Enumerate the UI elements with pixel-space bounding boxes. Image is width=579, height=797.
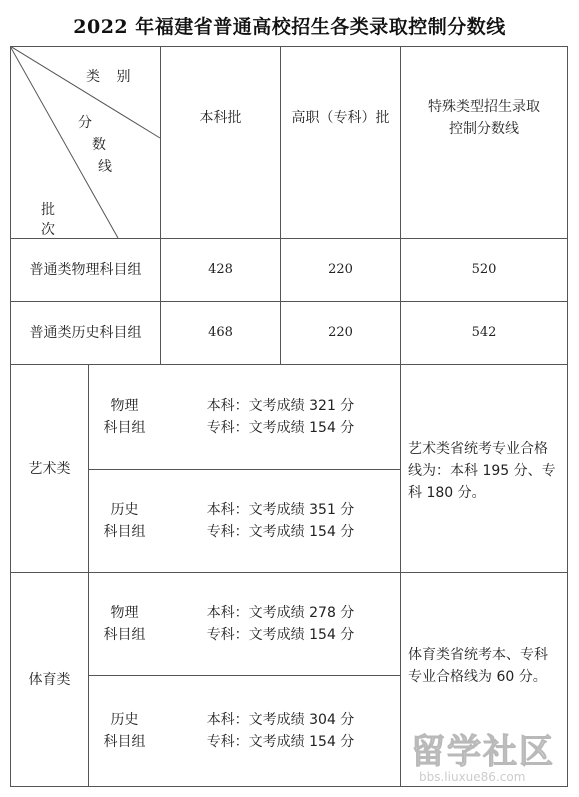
col-header-special-line-1: 特殊类型招生录取 (428, 98, 540, 115)
sports-history-label-line-2: 科目组 (103, 734, 146, 750)
sports-physics-scores (161, 573, 400, 675)
row-label-history: 普通类历史科目组 (29, 325, 142, 341)
art-history-label-line-1: 历史 (110, 502, 139, 518)
art-qualification-note: 艺术类省统考专业合格线为：本科 195 分、专科 180 分。 (408, 441, 556, 501)
col-header-vocational: 高职（专科）批 (291, 109, 390, 126)
watermark-brand: 留学社区 (411, 732, 555, 772)
physics-special-score: 520 (471, 262, 497, 277)
sports-physics-label-line-1: 物理 (110, 605, 139, 621)
row-label-physics: 普通类物理科目组 (29, 262, 142, 278)
art-physics-undergrad-line: 本科：文考成绩 321 分 (206, 398, 355, 414)
art-history-vocational-line: 专科：文考成绩 154 分 (206, 524, 355, 540)
diag-score-label-1: 分 (78, 115, 98, 131)
sports-physics-label-line-2: 科目组 (103, 627, 146, 643)
physics-vocational-score: 220 (328, 262, 353, 277)
art-category-label: 艺术类 (28, 460, 71, 477)
art-history-scores (161, 470, 400, 572)
col-header-special (401, 47, 567, 238)
diag-score-label-2: 数 (92, 137, 112, 153)
page-title: 2022 年福建省普通高校招生各类录取控制分数线 (73, 16, 506, 38)
art-physics-vocational-line: 专科：文考成绩 154 分 (206, 420, 355, 436)
sports-history-label-line-1: 历史 (110, 712, 139, 728)
history-undergrad-score: 468 (208, 325, 233, 340)
art-history-label-line-2: 科目组 (103, 524, 146, 540)
art-physics-label-line-2: 科目组 (103, 420, 146, 436)
watermark-url: bbs.liuxue86.com (419, 770, 526, 784)
col-header-undergrad: 本科批 (199, 109, 242, 126)
sports-qualification-note: 体育类省统考本、专科专业合格线为 60 分。 (408, 647, 548, 685)
art-physics-label-line-1: 物理 (110, 398, 139, 414)
sports-physics-vocational-line: 专科：文考成绩 154 分 (206, 627, 355, 643)
sports-history-vocational-line: 专科：文考成绩 154 分 (206, 734, 355, 750)
table-border-right (567, 46, 568, 787)
diag-batch-label-2: 次 (41, 222, 61, 238)
history-special-score: 542 (471, 325, 497, 340)
diag-score-label-3: 线 (98, 159, 118, 175)
diag-category-label: 类 别 (86, 69, 137, 85)
sports-history-scores (161, 676, 400, 786)
art-physics-label (89, 365, 160, 469)
art-physics-scores (161, 365, 400, 469)
col-header-special-line-2: 控制分数线 (449, 120, 519, 137)
sports-category-label: 体育类 (28, 671, 71, 688)
sports-history-undergrad-line: 本科：文考成绩 304 分 (206, 712, 355, 728)
sports-physics-undergrad-line: 本科：文考成绩 278 分 (206, 605, 355, 621)
art-history-undergrad-line: 本科：文考成绩 351 分 (206, 502, 355, 518)
history-vocational-score: 220 (328, 325, 353, 340)
art-history-label (89, 470, 160, 572)
sports-history-label (89, 676, 160, 786)
sports-physics-label (89, 573, 160, 675)
physics-undergrad-score: 428 (208, 262, 233, 277)
diag-batch-label-1: 批 (41, 202, 61, 218)
site-watermark (405, 724, 575, 792)
